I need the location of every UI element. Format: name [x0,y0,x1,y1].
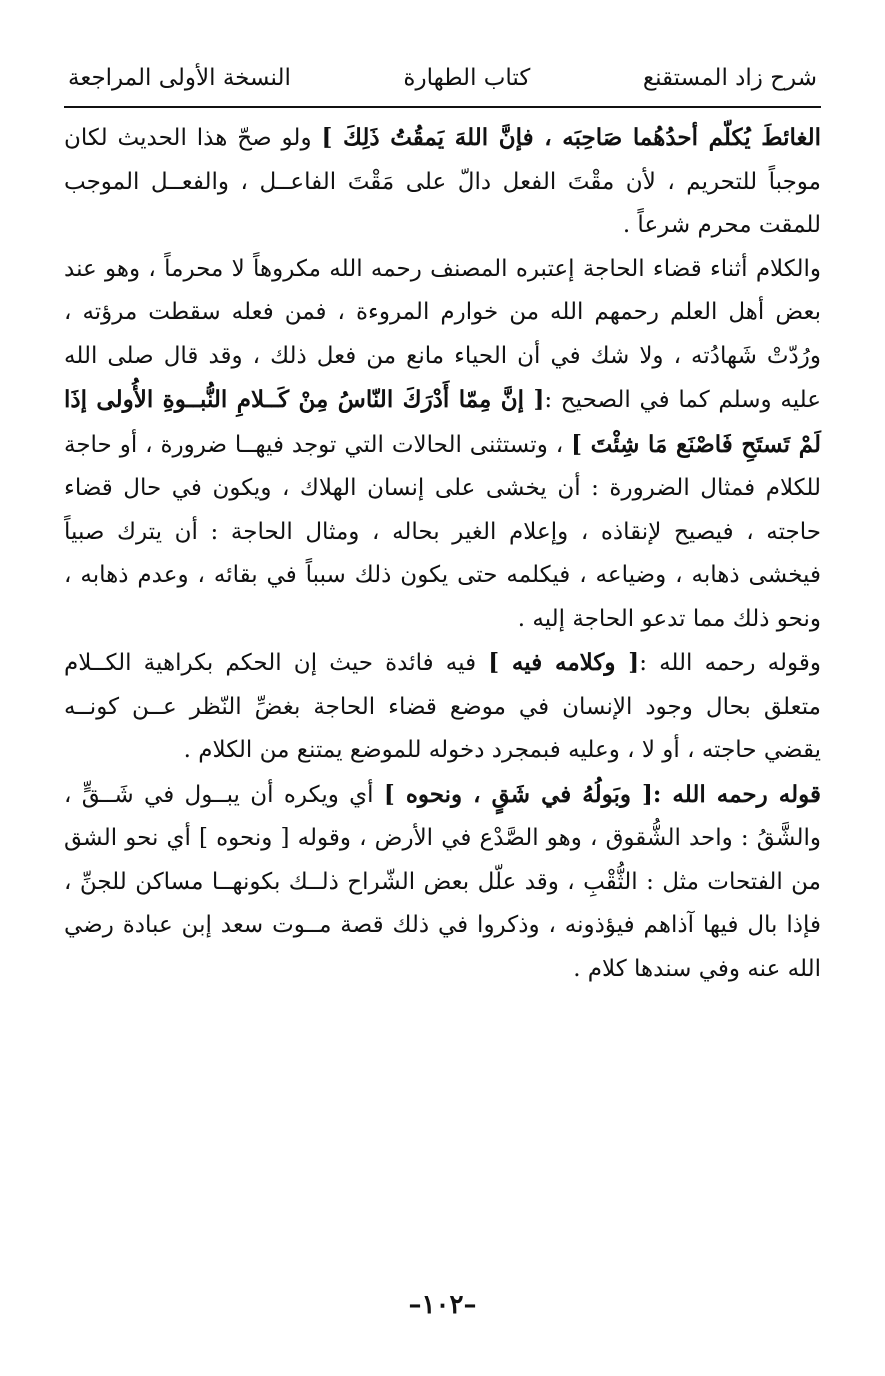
matn-quote-bold: قوله رحمه الله :[ وبَولُهُ في شَقٍ ، ونحوه ] [383,780,822,808]
running-header [64,58,821,108]
paragraph-1 [64,116,821,248]
matn-quote-bold: [ وكلامه فيه ] [488,649,640,676]
paragraph-text: والكلام أثناء قضاء الحاجة إعتبره المصنف رحمه الله مكروهاً لا محرماً ، وهو عند بعض أهل العلم رحمهم الله من خوارم المروءة ، فمن فعله سقطت مرؤته ، ورُدّتْ شَهادُته ، ولا شك في أن الحياء مانع من فعل ذلك ، وقد قال صلى الله عليه وسلم كما في الصحيح : [64,255,821,413]
paragraph-2 [64,248,821,642]
header-chapter-title: كتاب الطهارة [403,65,531,91]
header-edition: النسخة الأولى المراجعة [68,65,291,91]
paragraph-text: ولو صحّ هذا الحديث لكان موجباً للتحريم ، لأن مقْتَ الفعل دالّ على مَقْتَ الفاعــل ، والفعــل الموجب للمقت محرم شرعاً . [64,125,821,238]
paragraph-text: فيه فائدة حيث إن الحكم بكراهية الكــلام متعلق بحال وجود الإنسان في موضع قضاء الحاجة بغضِّ النّظر عــن كونــه يقضي حاجته ، أو لا ، وعليه فبمجرد دخوله للموضع يمتنع من الكلام . [64,650,821,763]
paragraph-3 [64,641,821,773]
paragraph-4 [64,773,821,992]
paragraph-text: أي ويكره أن يبــول في شَــقٍّ ، والشَّقُ : واحد الشُّقوق ، وهو الصَّدْع في الأرض ، وقوله [ ونحوه ] أي نحو الشق من الفتحات مثل : الثُّقْبِ ، وقد علّل بعض الشّراح ذلــك بكونهــا مساكن للجنِّ ، فإذا بال فيها آذاهم فيؤذونه ، وذكروا في ذلك قصة مــوت سعد إبن عبادة رضي الله عنه وفي سندها كلام . [64,781,821,982]
hadith-quote-bold: [ إنَّ مِمّا أَدْرَكَ النّاسُ مِنْ كَــلامِ النُّبــوةِ الأُولى إذَا لَمْ تَستَحِ فَاصْنَع مَا شِئْتَ ] [64,386,822,458]
paragraph-text: وقوله رحمه الله : [639,650,821,676]
page-number: –١٠٢– [408,1290,477,1320]
body-text [64,116,821,991]
header-book-title: شرح زاد المستقنع [642,65,817,91]
document-page [64,58,821,1348]
paragraph-text: ، وتستثنى الحالات التي توجد فيهــا ضرورة ، أو حاجة للكلام فمثال الضرورة : أن يخشى على إنسان الهلاك ، ويكون في حال قضاء حاجته ، فيصيح لإنقاذه ، وإعلام الغير بحاله ، ومثال الحاجة : أن يترك صبياً فيخشى ذهابه ، وضياعه ، فيكلمه حتى يكون ذلك سبباً في بقائه ، وعدم ذهابه ، ونحو ذلك مما تدعو الحاجة إليه . [64,431,821,632]
hadith-quote-bold: الغائطَ يُكلّم أحدُهُما صَاحِبَه ، فإنَّ اللهَ يَمقُتُ ذَلِكَ ] [321,124,821,151]
